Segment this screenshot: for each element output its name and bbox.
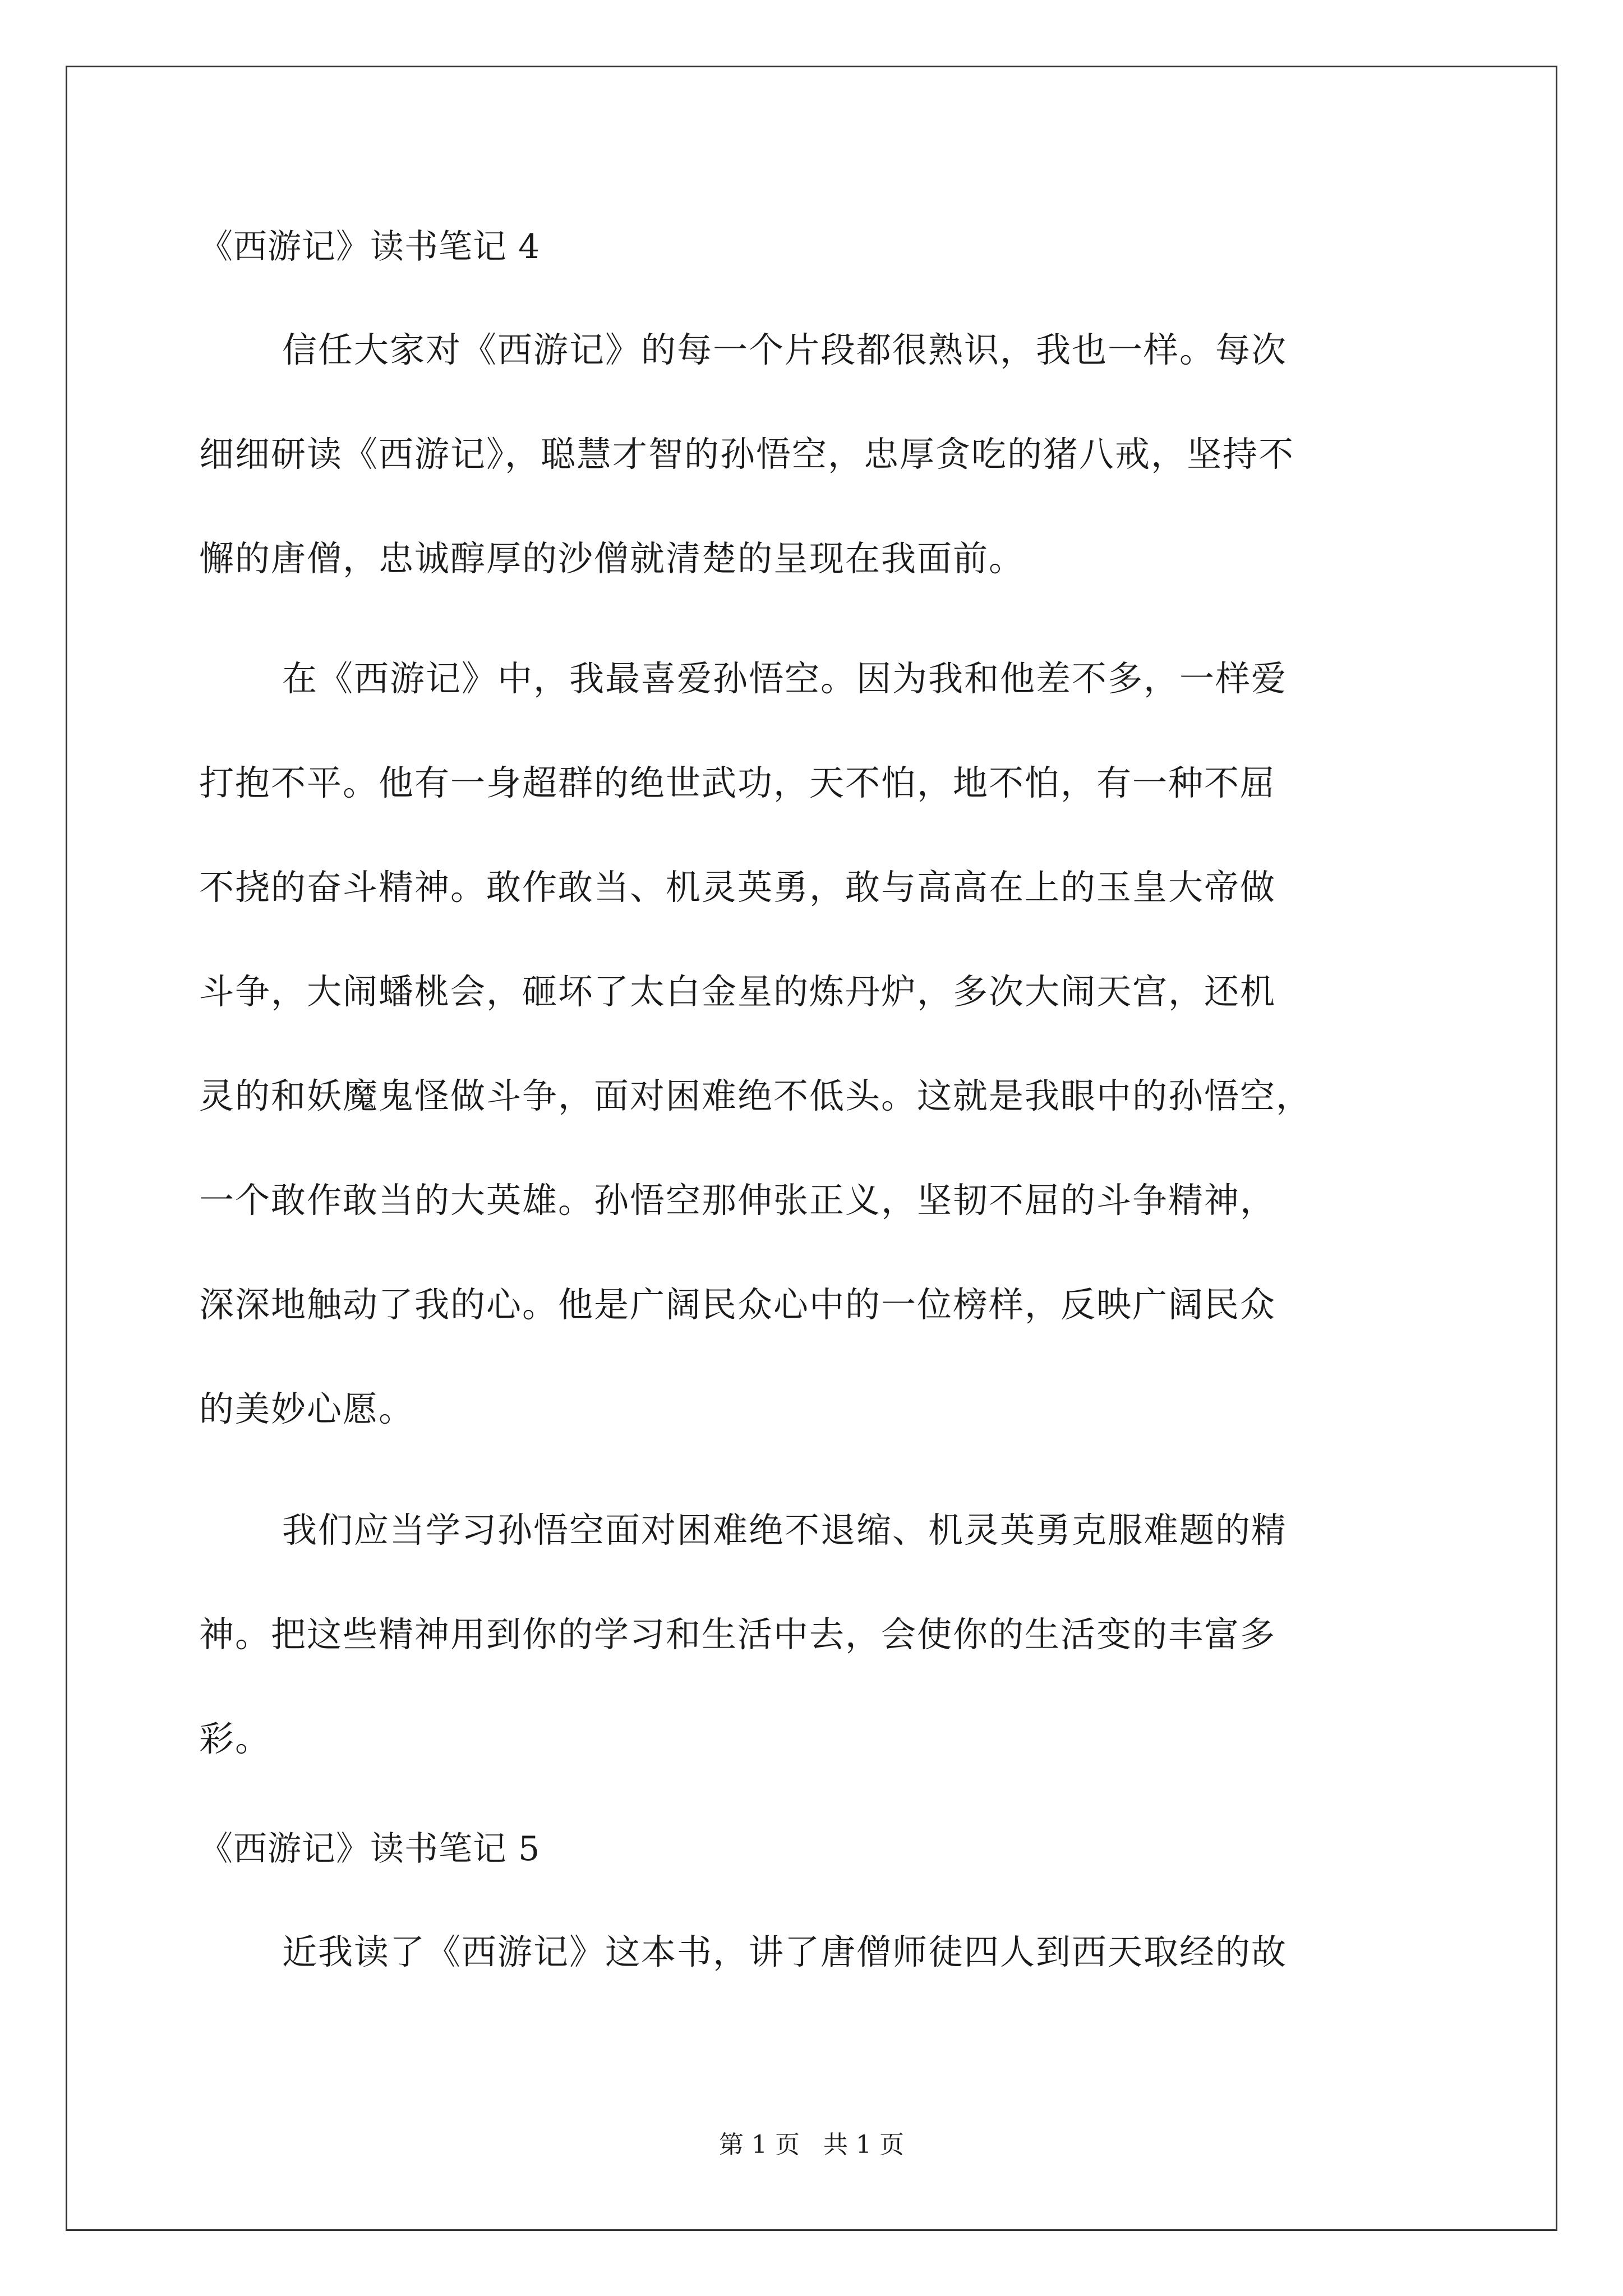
paragraph-line: 细细研读《西游记》，聪慧才智的孙悟空，忠厚贪吃的猪八戒，坚持不 <box>199 434 1295 475</box>
paragraph-line: 深深地触动了我的心。他是广阔民众心中的一位榜样，反映广阔民众 <box>199 1284 1276 1325</box>
paragraph-line: 不挠的奋斗精神。敢作敢当、机灵英勇，敢与高高在上的玉皇大帝做 <box>199 867 1276 908</box>
total-pages: 共 1 页 <box>823 2131 904 2159</box>
section-heading-4: 《西游记》读书笔记 4 <box>199 227 541 266</box>
page-footer <box>0 2129 1623 2161</box>
paragraph-line: 斗争，大闹蟠桃会，砸坏了太白金星的炼丹炉，多次大闹天宫，还机 <box>199 971 1276 1012</box>
paragraph-line: 彩。 <box>199 1718 271 1759</box>
section-heading-5: 《西游记》读书笔记 5 <box>199 1829 541 1869</box>
paragraph-line: 在《西游记》中，我最喜爱孙悟空。因为我和他差不多，一样爱 <box>282 658 1288 699</box>
paragraph-line: 一个敢作敢当的大英雄。孙悟空那伸张正义，坚韧不屈的斗争精神， <box>199 1180 1276 1221</box>
paragraph-line: 懈的唐僧，忠诚醇厚的沙僧就清楚的呈现在我面前。 <box>199 538 1025 579</box>
page-number: 第 1 页 <box>719 2131 800 2159</box>
paragraph-line: 近我读了《西游记》这本书，讲了唐僧师徒四人到西天取经的故 <box>282 1931 1288 1972</box>
paragraph-line: 信任大家对《西游记》的每一个片段都很熟识，我也一样。每次 <box>282 329 1288 370</box>
paragraph-line: 神。把这些精神用到你的学习和生活中去，会使你的生活变的丰富多 <box>199 1614 1276 1655</box>
paragraph-line: 打抱不平。他有一身超群的绝世武功，天不怕，地不怕，有一种不屈 <box>199 762 1276 803</box>
paragraph-line: 灵的和妖魔鬼怪做斗争，面对困难绝不低头。这就是我眼中的孙悟空， <box>199 1075 1312 1116</box>
paragraph-line: 的美妙心愿。 <box>199 1388 415 1429</box>
paragraph-line: 我们应当学习孙悟空面对困难绝不退缩、机灵英勇克服难题的精 <box>282 1510 1288 1550</box>
page-frame <box>66 66 1557 2231</box>
